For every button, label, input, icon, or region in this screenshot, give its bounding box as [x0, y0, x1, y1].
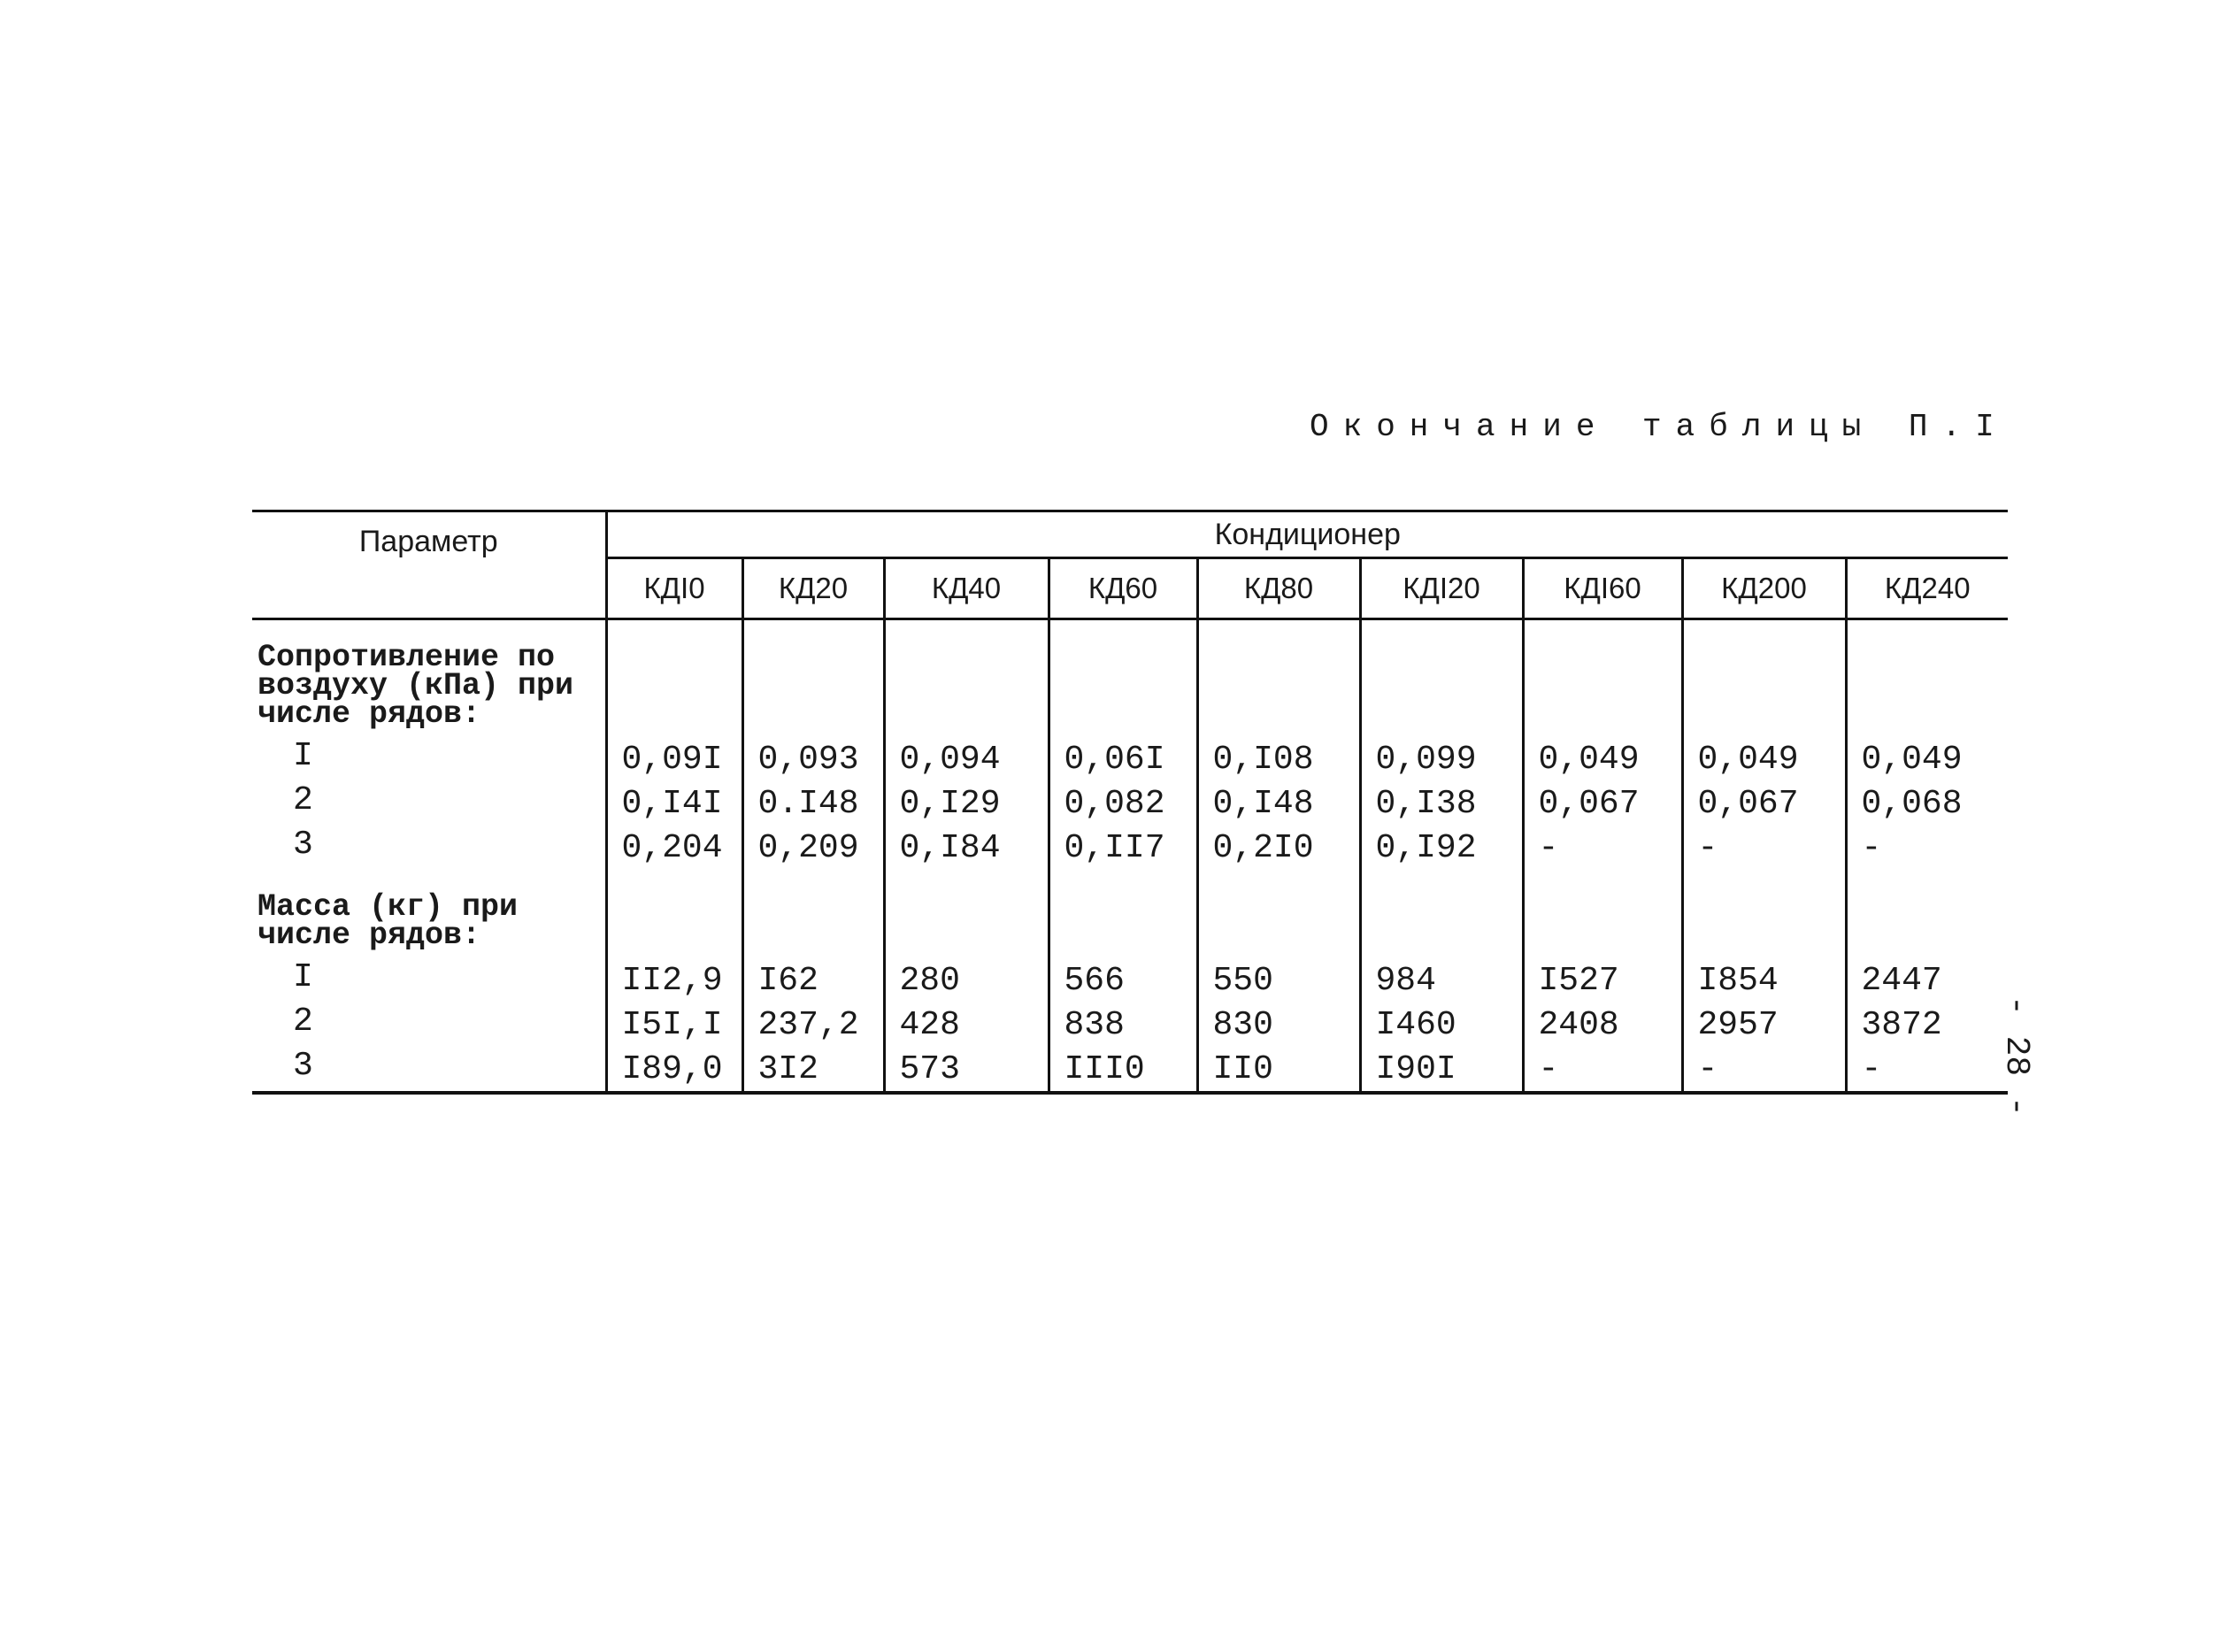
- model-header: КДI0: [606, 558, 742, 619]
- value-cell: 0,09I: [606, 737, 742, 781]
- empty-cell: [606, 870, 742, 958]
- empty-cell: [1197, 619, 1360, 738]
- value-cell: 573: [884, 1047, 1049, 1093]
- empty-cell: [884, 619, 1049, 738]
- model-header: КД80: [1197, 558, 1360, 619]
- model-header: КД200: [1682, 558, 1846, 619]
- value-cell: 0,082: [1049, 781, 1197, 826]
- empty-cell: [1682, 870, 1846, 958]
- table-row: [252, 737, 2008, 781]
- section-header-row: [252, 870, 2008, 958]
- value-cell: 566: [1049, 958, 1197, 1003]
- value-cell: 0,2I0: [1197, 826, 1360, 870]
- empty-cell: [1523, 870, 1682, 958]
- row-count-label: 3: [252, 826, 606, 870]
- value-cell: 984: [1360, 958, 1523, 1003]
- table-row: [252, 958, 2008, 1003]
- empty-cell: [1360, 619, 1523, 738]
- value-cell: 0,I4I: [606, 781, 742, 826]
- model-header: КД240: [1846, 558, 2008, 619]
- value-cell: 0,I84: [884, 826, 1049, 870]
- value-cell: I89,0: [606, 1047, 742, 1093]
- value-cell: 280: [884, 958, 1049, 1003]
- table-row: [252, 781, 2008, 826]
- value-cell: 3872: [1861, 1005, 1942, 1044]
- empty-cell: [1360, 870, 1523, 958]
- value-cell: 0,204: [606, 826, 742, 870]
- value-cell: 428: [884, 1003, 1049, 1047]
- value-cell: 0,II7: [1049, 826, 1197, 870]
- row-count-label: I: [252, 958, 606, 1003]
- section-label-text: Масса (кг) при числе рядов:: [257, 889, 519, 953]
- empty-cell: [742, 619, 884, 738]
- value-cell: 0.I48: [742, 781, 884, 826]
- value-cell: 3I2: [742, 1047, 884, 1093]
- empty-cell: [1682, 619, 1846, 738]
- value-cell: 0,049: [1523, 737, 1682, 781]
- value-cell: 0,049: [1682, 737, 1846, 781]
- model-header: КДI20: [1360, 558, 1523, 619]
- param-header: Параметр: [252, 511, 606, 619]
- section-label: [252, 870, 606, 958]
- empty-cell: [742, 870, 884, 958]
- page-number: - 28 -: [1997, 995, 2035, 1117]
- empty-cell: [1197, 870, 1360, 958]
- value-cell: 0,067: [1523, 781, 1682, 826]
- value-cell: I854: [1682, 958, 1846, 1003]
- value-cell: 0,049: [1861, 740, 1963, 779]
- row-count-label: 3: [252, 1047, 606, 1093]
- value-cell: I90I: [1360, 1047, 1523, 1093]
- table-row: [252, 1047, 2008, 1093]
- value-cell: 838: [1049, 1003, 1197, 1047]
- value-cell: -: [1846, 1047, 2008, 1093]
- empty-cell: [606, 619, 742, 738]
- empty-cell: [884, 870, 1049, 958]
- section-label-text: Сопротивление по воздуху (кПа) при числе рядов:: [257, 640, 574, 732]
- value-cell: 2447: [1861, 961, 1942, 1000]
- value-cell: II0: [1197, 1047, 1360, 1093]
- table-row: [252, 826, 2008, 870]
- row-count-label: 2: [252, 781, 606, 826]
- value-cell: 0,093: [742, 737, 884, 781]
- value-cell: III0: [1049, 1047, 1197, 1093]
- model-header: КД60: [1049, 558, 1197, 619]
- value-cell: 0,067: [1682, 781, 1846, 826]
- value-cell: I460: [1360, 1003, 1523, 1047]
- value-cell: 550: [1197, 958, 1360, 1003]
- value-cell: 0,I38: [1360, 781, 1523, 826]
- model-header: КДI60: [1523, 558, 1682, 619]
- table-caption: Окончание таблицы П.I: [1310, 409, 2009, 445]
- value-cell: 0,094: [884, 737, 1049, 781]
- table-row: [252, 1003, 2008, 1047]
- row-count-label: 2: [252, 1003, 606, 1047]
- value-cell: 0,I29: [884, 781, 1049, 826]
- value-cell: -: [1861, 828, 1882, 867]
- empty-cell: [1523, 619, 1682, 738]
- value-cell: 0,I92: [1360, 826, 1523, 870]
- value-cell: 2957: [1682, 1003, 1846, 1047]
- air-conditioner-table: [252, 510, 2008, 1095]
- empty-cell: [1846, 870, 2008, 958]
- value-cell: II2,9: [606, 958, 742, 1003]
- value-cell: 2408: [1523, 1003, 1682, 1047]
- empty-cell: [1049, 870, 1197, 958]
- value-cell: 830: [1197, 1003, 1360, 1047]
- empty-cell: [1049, 619, 1197, 738]
- value-cell: -: [1523, 826, 1682, 870]
- section-header-row: [252, 619, 2008, 738]
- value-cell: -: [1682, 1047, 1846, 1093]
- value-cell: I527: [1523, 958, 1682, 1003]
- model-header: КД20: [742, 558, 884, 619]
- value-cell: I5I,I: [606, 1003, 742, 1047]
- value-cell: 0,209: [742, 826, 884, 870]
- value-cell: 0,099: [1360, 737, 1523, 781]
- value-cell: -: [1523, 1047, 1682, 1093]
- row-count-label: I: [252, 737, 606, 781]
- model-header: КД40: [884, 558, 1049, 619]
- section-label: [252, 619, 606, 738]
- value-cell: 0,068: [1861, 784, 1963, 823]
- conditioner-group-header: Кондиционер: [606, 511, 2008, 558]
- value-cell: I62: [742, 958, 884, 1003]
- value-cell: 0,I08: [1197, 737, 1360, 781]
- value-cell: -: [1682, 826, 1846, 870]
- value-cell: 0,06I: [1049, 737, 1197, 781]
- empty-cell: [1846, 619, 2008, 738]
- value-cell: 237,2: [742, 1003, 884, 1047]
- value-cell: 0,I48: [1197, 781, 1360, 826]
